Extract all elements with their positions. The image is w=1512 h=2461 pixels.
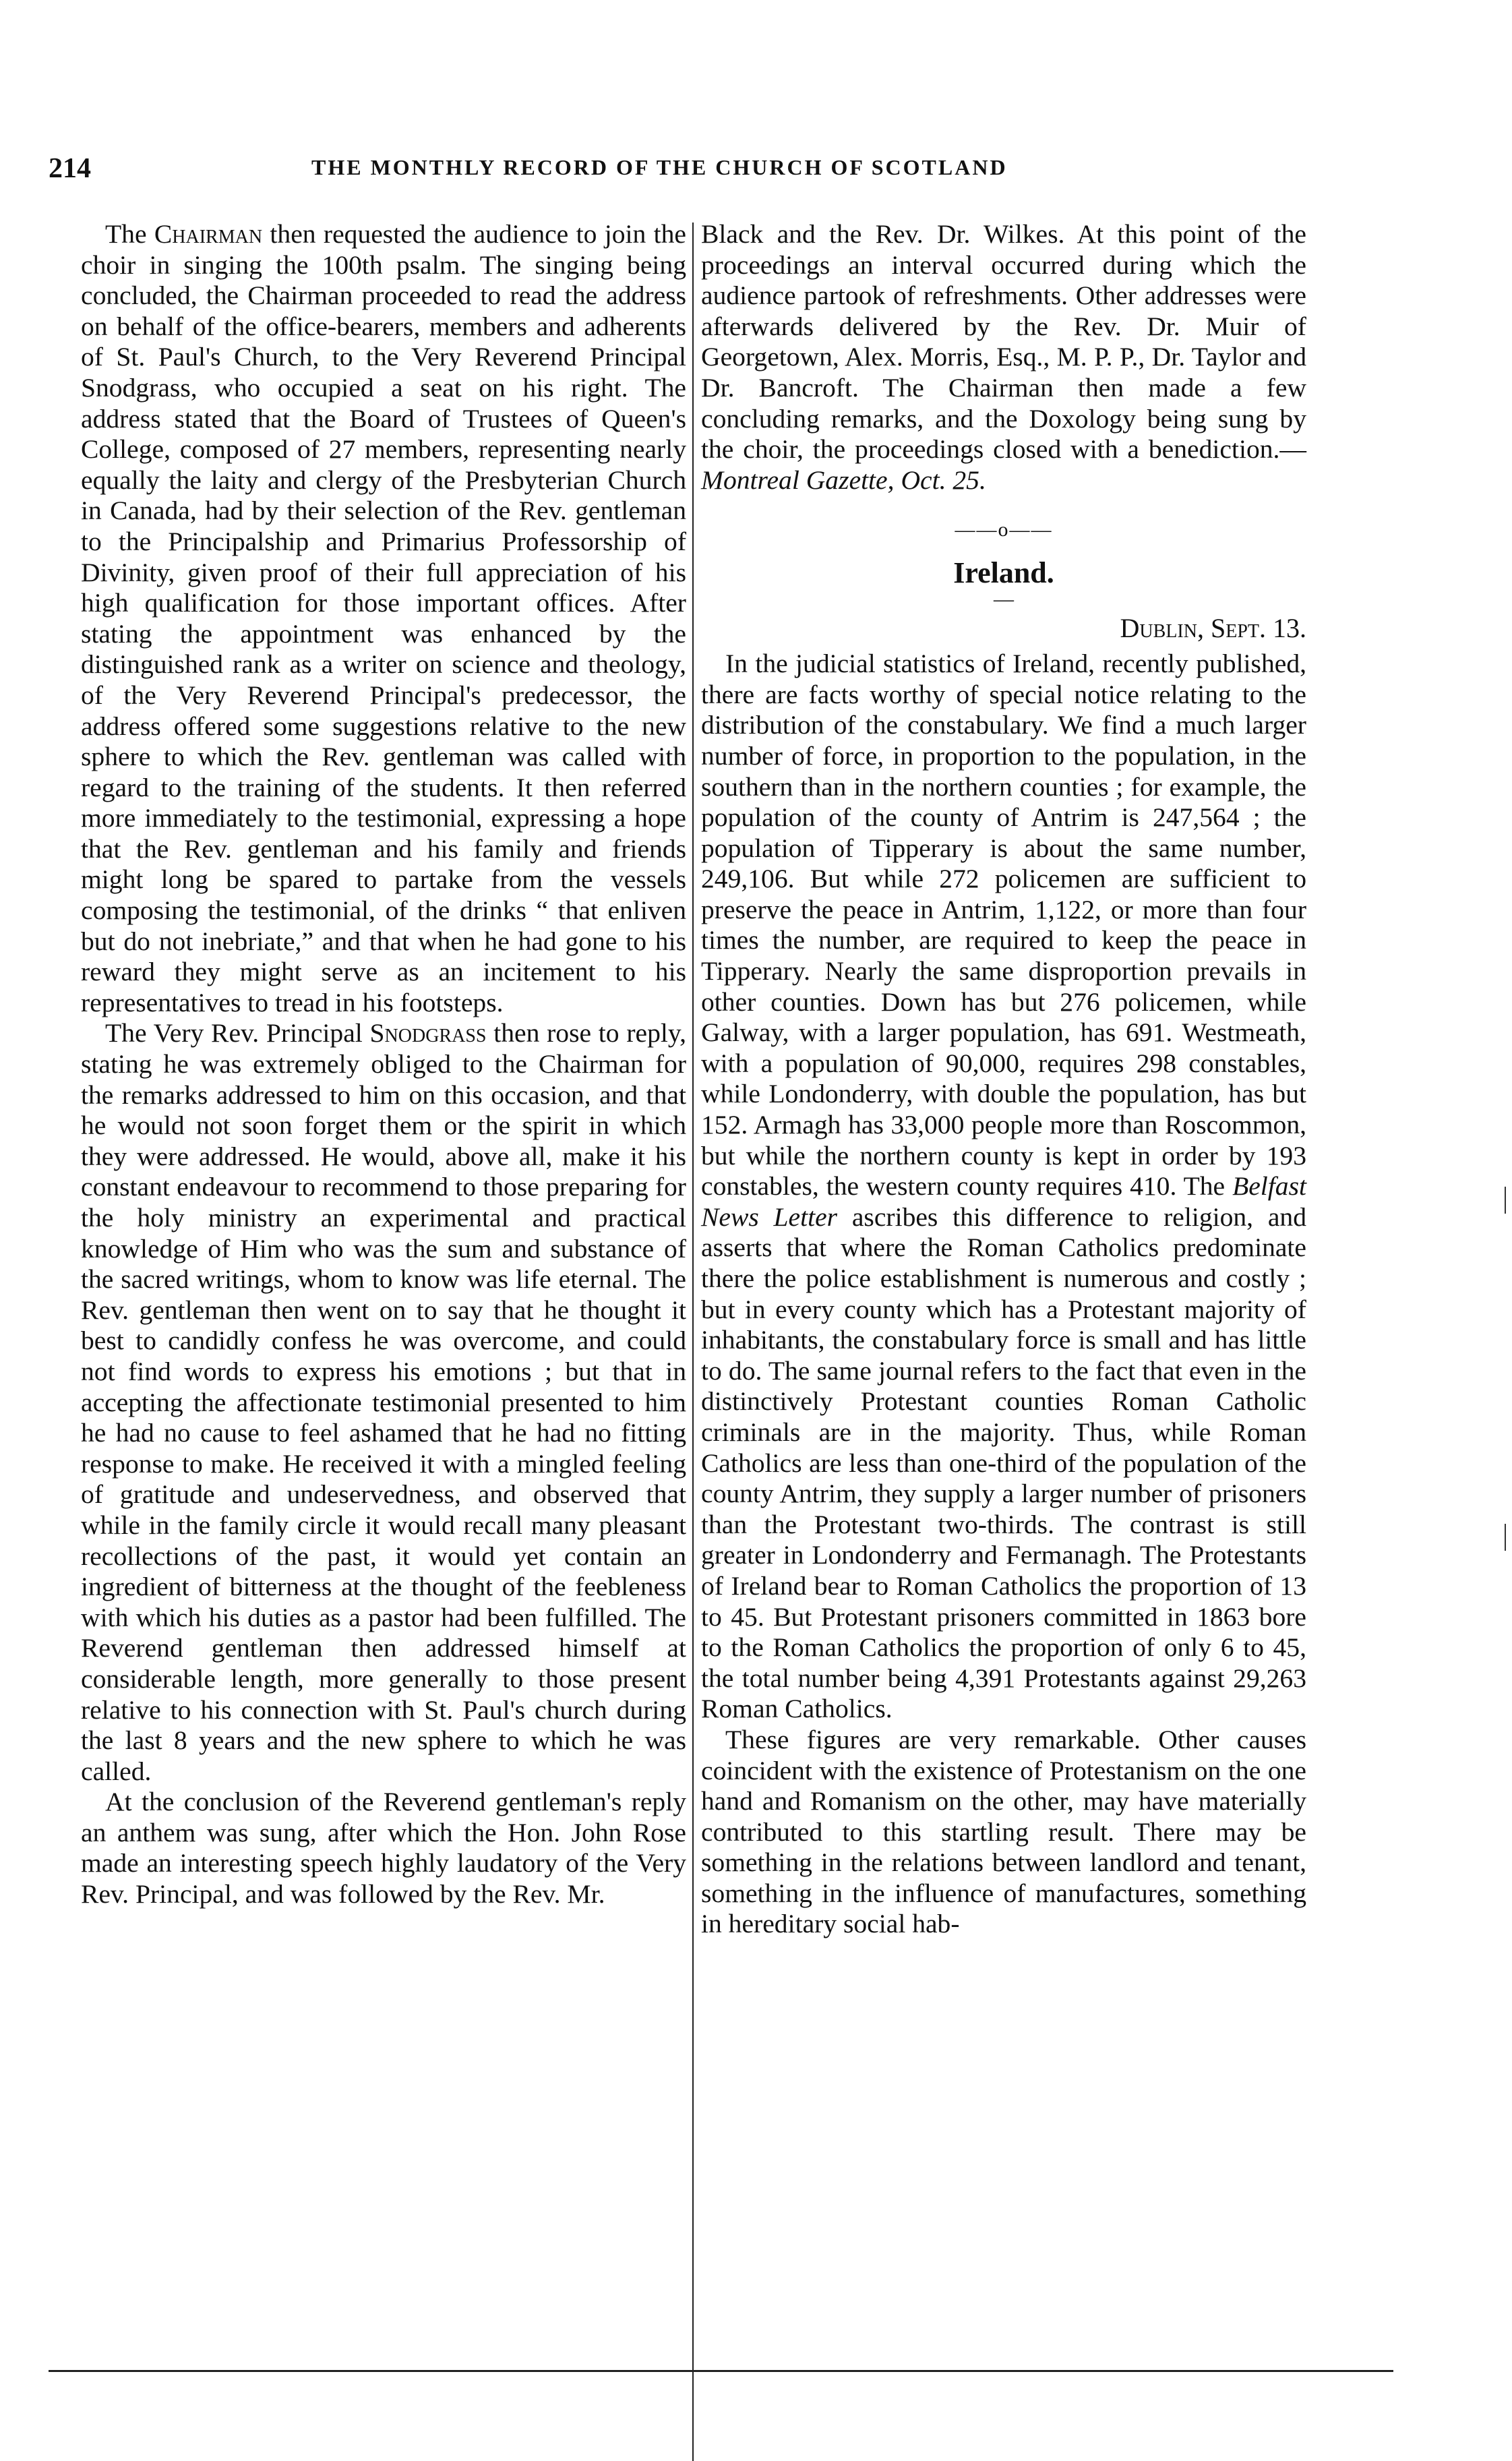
dateline: Dublin, Sept. 13. <box>1120 612 1306 643</box>
paragraph-snodgrass-reply: The Very Rev. Principal Snodgrass then rose to reply, stating he was extremely obliged to the Chairman for the remarks addressed to him on this occasion, and that he would not soon forget them or the spirit in which they were addressed. He would, above all, make it his constant endeavour to recommend to those preparing for the holy ministry an experimental and practical knowledge of Him who was the sum and substance of the sacred writings, whom to know was life eternal. The Rev. gentleman then went on to say that he thought it best to candidly confess he was overcome, and could not find words to express his emotions ; but that in accepting the affectionate testimonial presented to him he had no cause to feel ashamed that he had no fitting response to make. He received it with a mingled feeling of gratitude and undeservedness, and observed that while in the family circle it would recall many pleasant recollections of the past, it would yet contain an ingredient of bitterness at the thought of the feebleness with which his duties as a pastor had been fulfilled. The Reverend gentleman then addressed himself at considerable length, more generally to those present relative to his connection with St. Paul's church during the last 8 years and the new sphere to which he was called. <box>81 1018 686 1786</box>
paragraph-chairman-address: The Chairman then requested the audience to join the choir in singing the 100th psalm. The singing being concluded, the Chairman proceeded to read the address on behalf of the office-bearers, members and adherents of St. Paul's Church, to the Very Reverend Principal Snodgrass, who occupied a seat on his right. The address stated that the Board of Trustees of Queen's College, composed of 27 members, representing nearly equally the laity and clergy of the Presbyterian Church in Canada, had by their selection of the Rev. gentleman to the Principalship and Primarius Professorship of Divinity, given proof of their full appreciation of his high qualification for those important offices. After stating the appointment was enhanced by the distinguished rank as a writer on science and theology, of the Very Reverend Principal's predecessor, the address offered some suggestions relative to the new sphere to which the Rev. gentleman was called with regard to the training of the students. It then referred more immediately to the testimonial, expressing a hope that the Rev. gentleman and his family and friends might long be spared to partake from the vessels composing the testimonial, of the drinks “ that enliven but do not inebriate,” and that when he had gone to his reward they might serve as an incitement to his representatives to tread in his footsteps. <box>81 219 686 1017</box>
paragraph-conclusion: At the conclusion of the Reverend gentleman's reply an anthem was sung, after which the Hon. John Rose made an interesting speech highly laudatory of the Very Rev. Principal, and was followed by the Rev. Mr. <box>81 1787 686 1909</box>
running-head: THE MONTHLY RECORD OF THE CHURCH OF SCOTLAND <box>311 155 1008 179</box>
margin-mark <box>1505 1187 1506 1214</box>
newspaper-title: Belfast News Letter <box>701 1171 1306 1232</box>
source-citation: Montreal Gazette, <box>701 465 895 495</box>
section-dash: — <box>994 587 1014 610</box>
footer-rule <box>49 2370 1393 2372</box>
paragraph-remarkable-figures: These figures are very remarkable. Other causes coincident with the existence of Protestanism on the one hand and Romanism on the other, may have materially contributed to this startling result. There may be something in the relations between landlord and tenant, something in the influence of manufactures, something in hereditary social hab- <box>701 1724 1306 1939</box>
source-date: Oct. 25. <box>901 465 986 495</box>
page-number: 214 <box>49 153 91 184</box>
snodgrass-name: Snodgrass <box>369 1018 487 1048</box>
section-title: Ireland. <box>953 556 1054 589</box>
chairman-name: Chairman <box>154 219 263 249</box>
right-column <box>701 219 1306 1940</box>
page-header <box>49 152 1302 193</box>
section-ornament: ——o—— <box>955 518 1053 541</box>
margin-mark <box>1505 1524 1506 1551</box>
column-divider <box>692 223 694 2461</box>
left-column <box>81 219 686 1910</box>
paragraph-continuation: Black and the Rev. Dr. Wilkes. At this point of the proceedings an interval occurred during which the audience partook of refreshments. Other addresses were afterwards delivered by the Rev. Dr. Muir of Georgetown, Alex. Morris, Esq., M. P. P., Dr. Taylor and Dr. Bancroft. The Chairman then made a few concluding remarks, and the Doxology being sung by the choir, the proceedings closed with a benediction.—Montreal Gazette, Oct. 25. <box>701 219 1306 495</box>
paragraph-judicial-statistics: In the judicial statistics of Ireland, recently published, there are facts worthy of special notice relating to the distribution of the constabulary. We find a much larger number of force, in proportion to the population, in the southern than in the northern counties ; for example, the population of the county of Antrim is 247,564 ; the population of Tipperary is about the same number, 249,106. But while 272 policemen are sufficient to preserve the peace in Antrim, 1,122, or more than four times the number, are required to keep the peace in Tipperary. Nearly the same disproportion prevails in other counties. Down has but 276 policemen, while Galway, with a larger population, has 691. Westmeath, with a population of 90,000, requires 298 constables, while Londonderry, with double the population, has but 152. Armagh has 33,000 people more than Roscommon, but while the northern county is kept in order by 193 constables, the western county requires 410. The Belfast News Letter ascribes this difference to religion, and asserts that where the Roman Catholics predominate there the police establishment is numerous and costly ; but in every county which has a Protestant majority of inhabitants, the constabulary force is small and has little to do. The same journal refers to the fact that even in the distinctively Protestant counties Roman Catholic criminals are in the majority. Thus, while Roman Catholics are less than one-third of the population of the county Antrim, they supply a larger number of prisoners than the Protestant two-thirds. The contrast is still greater in Londonderry and Fermanagh. The Protestants of Ireland bear to Roman Catholics the proportion of 13 to 45. But Protestant prisoners committed in 1863 bore to the Roman Catholics the proportion of only 6 to 45, the total number being 4,391 Protestants against 29,263 Roman Catholics. <box>701 649 1306 1724</box>
